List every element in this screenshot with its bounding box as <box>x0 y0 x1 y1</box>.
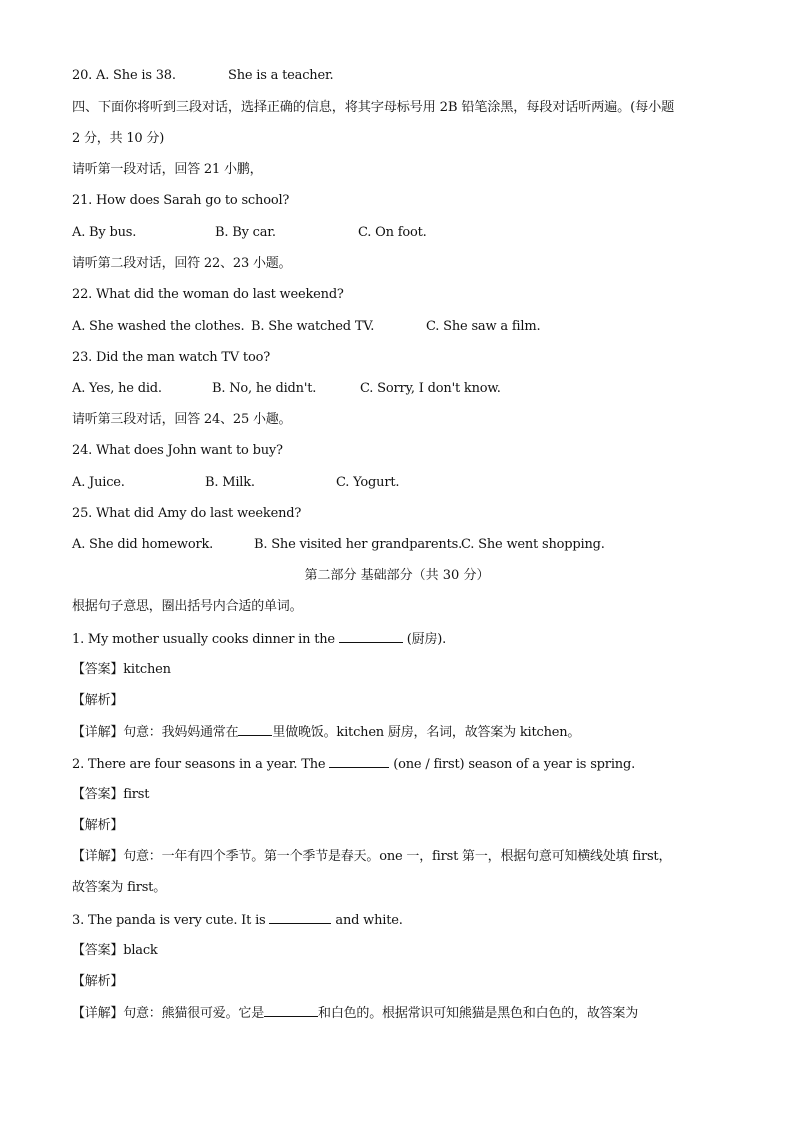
item2-detail-line2: 故答案为 first。 <box>72 880 167 895</box>
q25-option-b: B. She visited her grandparents. <box>254 537 462 552</box>
item3-detail-pre: 句意：熊猫很可爱。它是 <box>123 1006 265 1021</box>
q23-question: 23. Did the man watch TV too? <box>72 350 270 365</box>
q24-option-a: A. Juice. <box>72 475 125 490</box>
q20-option-b: She is a teacher. <box>228 68 334 83</box>
item1-detail <box>72 723 580 742</box>
dialog3-prompt: 请听第三段对话，回答 24、25 小趣。 <box>72 412 292 427</box>
section4-instruction-line1: 四、下面你将听到三段对话，选择正确的信息，将其字母标号用 2B 铅笔涂黑，每段对话听两遍。(每小题 <box>72 100 675 115</box>
item3-detail-blank <box>264 1004 318 1017</box>
item2-detail-line1 <box>72 848 671 866</box>
item3-detail-post: 和白色的。根据常识可知熊猫是黑色和白色的，故答案为 <box>318 1006 639 1021</box>
q21-question: 21. How does Sarah go to school? <box>72 193 290 208</box>
item1-sentence-post: (厨房). <box>406 632 447 647</box>
item1-analysis-label: 【解析】 <box>72 693 124 708</box>
item3-detail <box>72 1004 638 1023</box>
item3-answer <box>72 942 158 960</box>
q23-option-a: A. Yes, he did. <box>72 381 162 396</box>
item1-blank <box>339 630 403 643</box>
q21-option-b: B. By car. <box>215 225 276 240</box>
item2-answer <box>72 786 149 804</box>
q25-question: 25. What did Amy do last weekend? <box>72 506 302 521</box>
q22-question: 22. What did the woman do last weekend? <box>72 287 344 302</box>
q25-option-c: C. She went shopping. <box>461 537 605 552</box>
answer-label: 【答案】 <box>72 943 124 958</box>
item1-sentence <box>72 630 446 649</box>
item2-sentence <box>72 755 635 774</box>
item1-detail-pre: 句意：我妈妈通常在 <box>123 725 239 740</box>
q23-option-b: B. No, he didn't. <box>212 381 317 396</box>
item1-sentence-pre: 1. My mother usually cooks dinner in the <box>72 632 335 647</box>
detail-label: 【详解】 <box>72 1006 124 1021</box>
item2-analysis-label: 【解析】 <box>72 818 124 833</box>
item3-blank <box>269 911 331 924</box>
q20-option-a: 20. A. She is 38. <box>72 68 176 83</box>
answer-label: 【答案】 <box>72 787 124 802</box>
detail-label: 【详解】 <box>72 725 124 740</box>
dialog1-prompt: 请听第一段对话，回答 21 小鹏， <box>72 162 263 177</box>
item2-detail-text: 句意：一年有四个季节。第一个季节是春天。one 一，first 第一，根据句意可知横线处填 first， <box>123 849 672 864</box>
item2-answer-value: first <box>123 787 150 802</box>
item1-detail-blank <box>238 723 272 736</box>
q24-option-c: C. Yogurt. <box>336 475 400 490</box>
item3-answer-value: black <box>123 943 158 958</box>
part2-instruction: 根据句子意思，圈出括号内合适的单词。 <box>72 599 303 614</box>
item2-sentence-pre: 2. There are four seasons in a year. The <box>72 757 326 772</box>
item2-blank <box>329 755 389 768</box>
item1-answer <box>72 661 171 679</box>
item3-analysis-label: 【解析】 <box>72 974 124 989</box>
q24-question: 24. What does John want to buy? <box>72 443 283 458</box>
answer-label: 【答案】 <box>72 662 124 677</box>
detail-label: 【详解】 <box>72 849 124 864</box>
q23-option-c: C. Sorry, I don't know. <box>360 381 501 396</box>
q22-option-b: B. She watched TV. <box>251 319 375 334</box>
part2-title: 第二部分 基础部分（共 30 分） <box>304 568 490 583</box>
q25-option-a: A. She did homework. <box>72 537 214 552</box>
item1-answer-value: kitchen <box>123 662 171 677</box>
item1-detail-post: 里做晚饭。kitchen 厨房，名词，故答案为 kitchen。 <box>272 725 581 740</box>
q21-option-c: C. On foot. <box>358 225 427 240</box>
q24-option-b: B. Milk. <box>205 475 255 490</box>
item3-sentence <box>72 911 403 930</box>
q22-option-a: A. She washed the clothes. <box>72 319 245 334</box>
item3-sentence-post: and white. <box>335 913 403 928</box>
dialog2-prompt: 请听第二段对话，回符 22、23 小题。 <box>72 256 292 271</box>
section4-instruction-line2: 2 分，共 10 分) <box>72 131 165 146</box>
q21-option-a: A. By bus. <box>72 225 137 240</box>
item2-sentence-post: (one / first) season of a year is spring. <box>393 757 636 772</box>
item3-sentence-pre: 3. The panda is very cute. It is <box>72 913 266 928</box>
q22-option-c: C. She saw a film. <box>426 319 541 334</box>
